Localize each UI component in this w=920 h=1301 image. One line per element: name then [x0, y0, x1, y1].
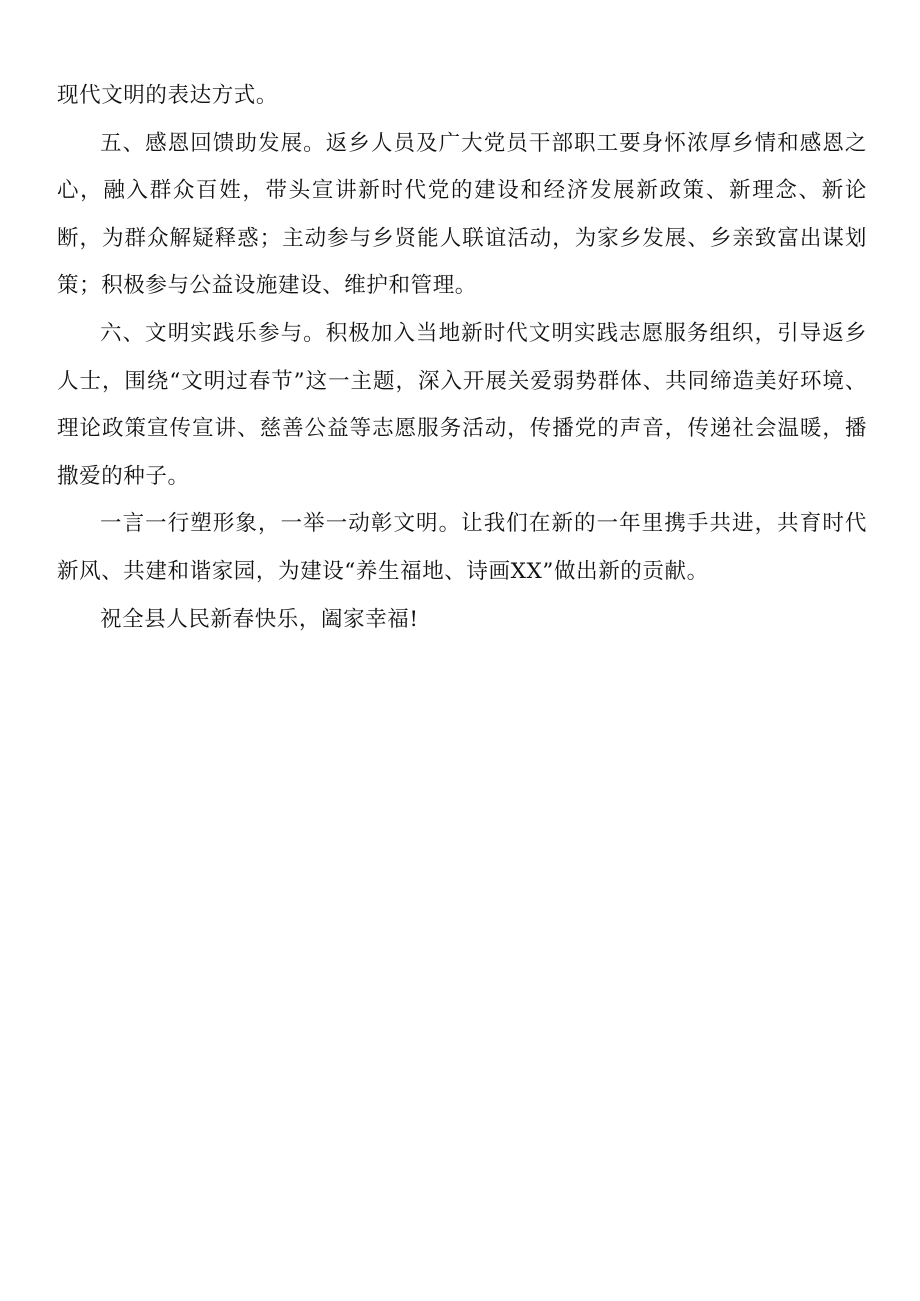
paragraph-greeting: 祝全县人民新春快乐，阖家幸福! — [100, 606, 419, 632]
document-body — [57, 72, 867, 643]
paragraph-five: 五、感恩回馈助发展。返乡人员及广大党员干部职工要身怀浓厚乡情和感恩之心，融入群众百姓，带头宣讲新时代党的建设和经济发展新政策、新理念、新论断，为群众解疑释惑；主动参与乡贤能人联谊活动，为家乡发展、乡亲致富出谋划策；积极参与公益设施建设、维护和管理。 — [57, 130, 867, 299]
paragraph-six: 六、文明实践乐参与。积极加入当地新时代文明实践志愿服务组织，引导返乡人士，围绕“文明过春节”这一主题，深入开展关爱弱势群体、共同缔造美好环境、理论政策宣传宣讲、慈善公益等志愿服务活动，传播党的声音，传递社会温暖，播撒爱的种子。 — [57, 320, 867, 489]
paragraph-continuation: 现代文明的表达方式。 — [57, 83, 279, 108]
paragraph-closing: 一言一行塑形象，一举一动彰文明。让我们在新的一年里携手共进，共育时代新风、共建和谐家园，为建设“养生福地、诗画XX”做出新的贡献。 — [57, 511, 867, 584]
